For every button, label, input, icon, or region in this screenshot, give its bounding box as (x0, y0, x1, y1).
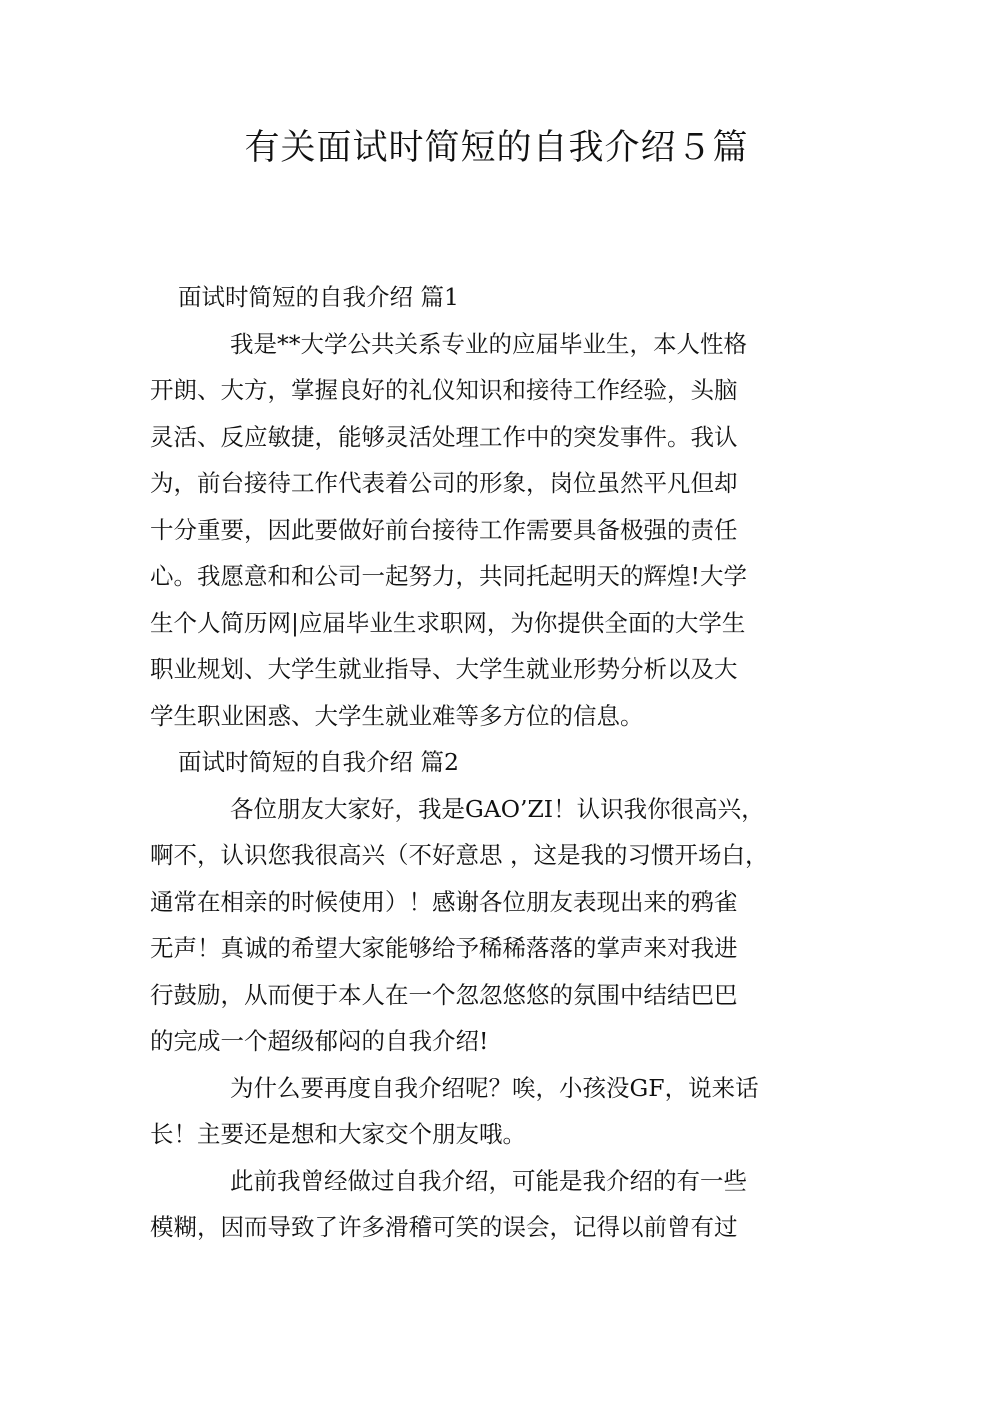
text-line: 职业规划、大学生就业指导、大学生就业形势分析以及大 (150, 655, 738, 683)
section-2-paragraph-3 (150, 1158, 840, 1251)
document-title: 有关面试时简短的自我介绍５篇 (244, 128, 749, 168)
text-line: 生个人简历网|应届毕业生求职网，为你提供全面的大学生 (150, 608, 746, 637)
text-line: 开朗、大方，掌握良好的礼仪知识和接待工作经验，头脑 (150, 376, 738, 404)
text-line: 无声！真诚的希望大家能够给予稀稀落落的掌声来对我进 (150, 934, 738, 962)
text-line: 我是**大学公共关系专业的应届毕业生，本人性格 (230, 329, 747, 358)
text-line: 长！主要还是想和大家交个朋友哦。 (150, 1120, 526, 1148)
document-body (150, 274, 840, 1251)
text-line: 啊不，认识您我很高兴（不好意思 ，这是我的习惯开场白， (150, 841, 769, 869)
text-line: 心。我愿意和和公司一起努力，共同托起明天的辉煌!大学 (150, 562, 747, 590)
text-line: 学生职业困惑、大学生就业难等多方位的信息。 (150, 701, 644, 730)
section-2-paragraph-1 (150, 786, 840, 1065)
section-1-paragraph-1 (150, 321, 840, 740)
text-line: 为，前台接待工作代表着公司的形象，岗位虽然平凡但却 (150, 469, 738, 497)
text-line: 行鼓励，从而便于本人在一个忽忽悠悠的氛围中结结巴巴 (150, 980, 738, 1009)
text-line: 各位朋友大家好，我是GAO’ZI！认识我你很高兴， (230, 794, 765, 823)
section-heading-2: 面试时简短的自我介绍 篇2 (178, 748, 459, 776)
text-line: 此前我曾经做过自我介绍，可能是我介绍的有一些 (230, 1166, 747, 1195)
section-2-paragraph-2 (150, 1065, 840, 1158)
text-line: 模糊，因而导致了许多滑稽可笑的误会，记得以前曾有过 (150, 1213, 738, 1241)
text-line: 通常在相亲的时候使用）！感谢各位朋友表现出来的鸦雀 (150, 887, 738, 916)
text-line: 灵活、反应敏捷，能够灵活处理工作中的突发事件。我认 (150, 422, 738, 451)
text-line: 为什么要再度自我介绍呢？唉，小孩没GF，说来话 (230, 1073, 759, 1102)
text-line: 的完成一个超级郁闷的自我介绍! (150, 1027, 489, 1055)
text-line: 十分重要，因此要做好前台接待工作需要具备极强的责任 (150, 515, 738, 544)
section-heading-1: 面试时简短的自我介绍 篇1 (178, 283, 459, 311)
